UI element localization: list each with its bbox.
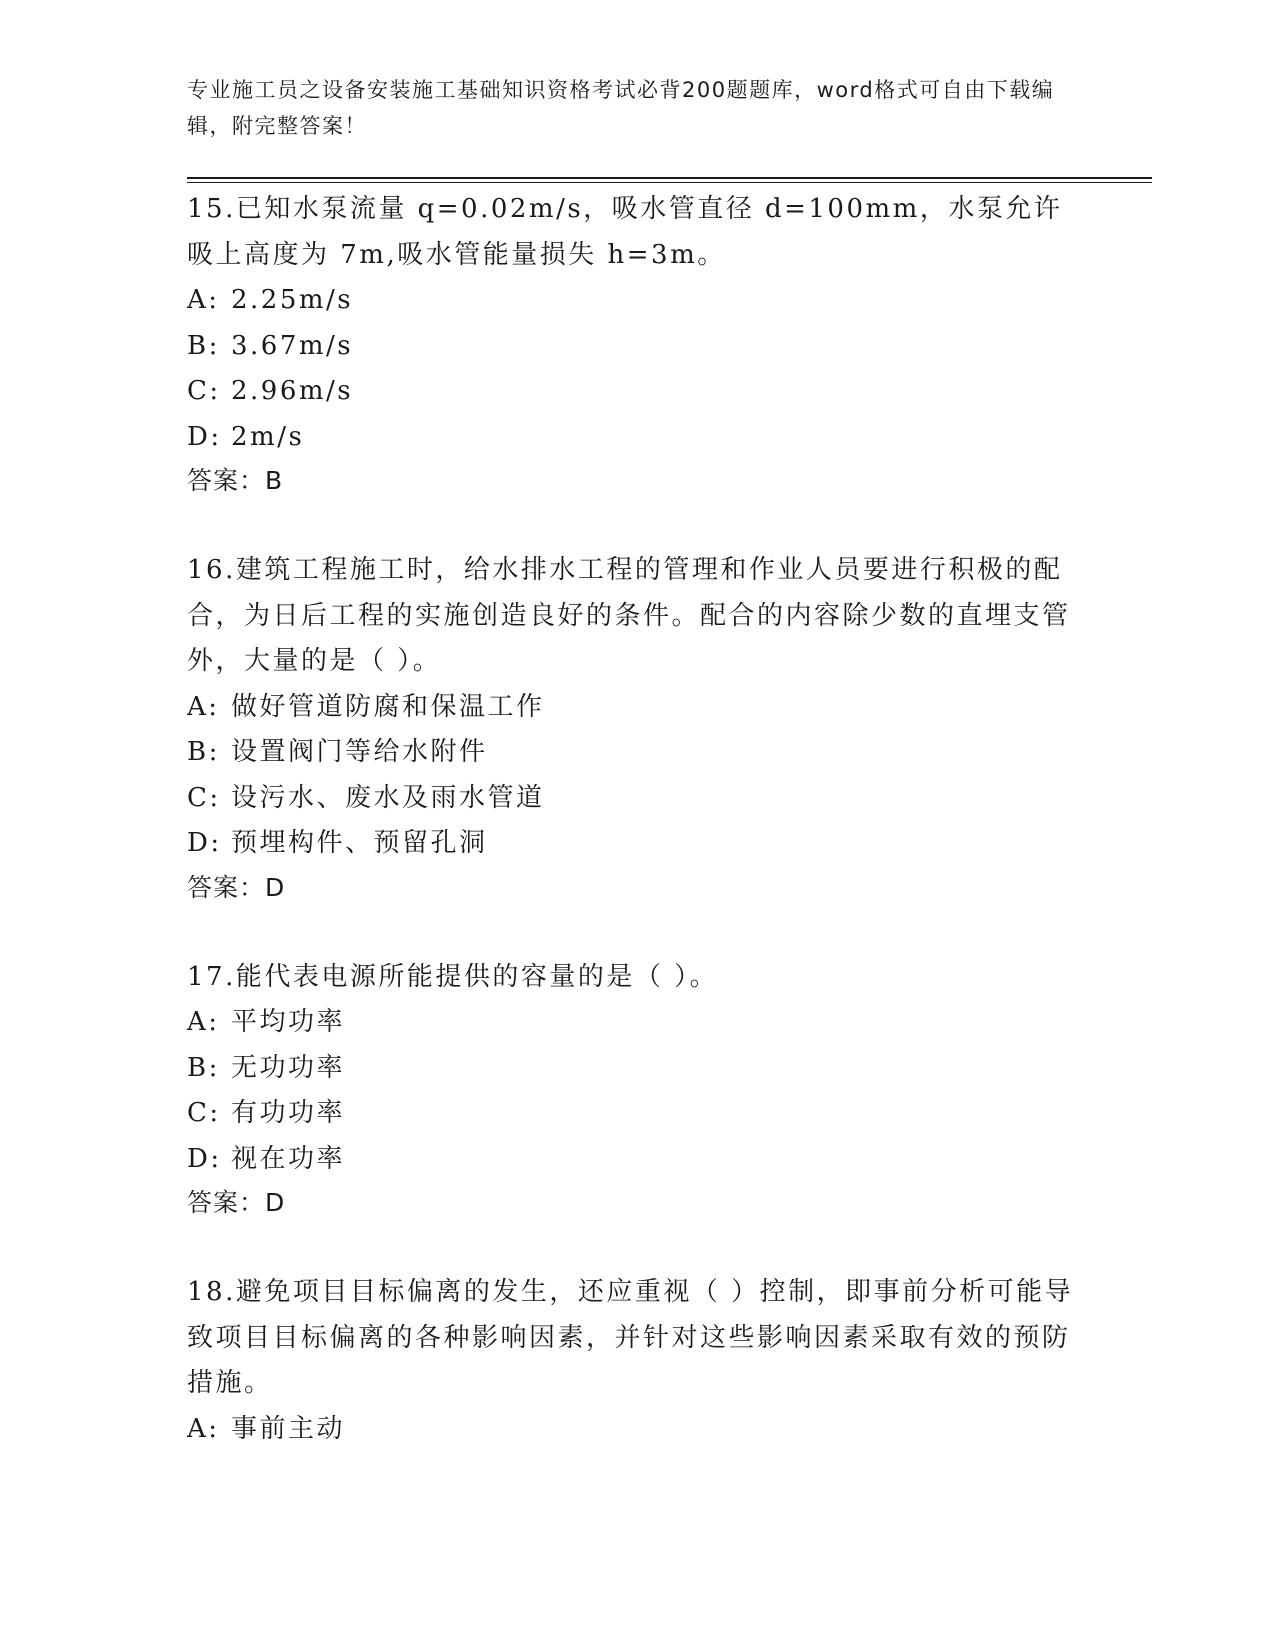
option-key: C: <box>187 376 221 406</box>
option-key: B: <box>187 1052 220 1083</box>
question-16 <box>187 548 1077 909</box>
option-text: 事前主动 <box>231 1413 346 1444</box>
option-a <box>187 1407 1077 1453</box>
option-b <box>187 324 1077 370</box>
option-text: 有功功率 <box>231 1098 346 1128</box>
option-key: C: <box>187 1098 221 1128</box>
option-d <box>187 821 1077 867</box>
question-stem: 16.建筑工程施工时，给水排水工程的管理和作业人员要进行积极的配合，为日后工程的实施创造良好的条件。配合的内容除少数的直埋支管外，大量的是（ ）。 <box>187 555 1071 676</box>
option-a <box>187 278 1077 324</box>
option-key: A: <box>187 1007 220 1037</box>
option-text: 2.25m/s <box>231 285 354 315</box>
question-15 <box>187 187 1077 502</box>
question-stem: 18.避免项目目标偏离的发生，还应重视（ ）控制，即事前分析可能导致项目目标偏离的各种影响因素，并针对这些影响因素采取有效的预防措施。 <box>187 1277 1074 1398</box>
question-17 <box>187 955 1077 1225</box>
option-key: B: <box>187 737 220 767</box>
option-key: A: <box>187 691 220 722</box>
option-text: 2.96m/s <box>231 376 354 406</box>
option-text: 设置阀门等给水附件 <box>231 737 488 767</box>
answer: 答案：D <box>187 1188 286 1217</box>
option-text: 无功功率 <box>231 1052 346 1083</box>
header-divider-thick <box>187 177 1152 179</box>
option-key: D: <box>187 421 222 452</box>
option-text: 设污水、废水及雨水管道 <box>231 782 545 813</box>
option-c <box>187 776 1077 822</box>
option-text: 3.67m/s <box>231 330 354 361</box>
option-key: C: <box>187 782 221 813</box>
question-stem: 15.已知水泵流量 q=0.02m/s，吸水管直径 d=100mm，水泵允许吸上高度为 7m,吸水管能量损失 h=3m。 <box>187 194 1063 270</box>
question-list <box>187 187 1077 1498</box>
option-key: D: <box>187 828 222 858</box>
option-c <box>187 1091 1077 1137</box>
option-b <box>187 1046 1077 1092</box>
answer: 答案：D <box>187 872 286 902</box>
option-key: A: <box>187 1413 220 1444</box>
question-stem: 17.能代表电源所能提供的容量的是（ ）。 <box>187 961 719 992</box>
option-key: D: <box>187 1143 222 1174</box>
option-text: 平均功率 <box>231 1007 346 1037</box>
option-d <box>187 1137 1077 1183</box>
header-divider-thin <box>187 182 1152 183</box>
option-key: B: <box>187 330 220 361</box>
answer: 答案：B <box>187 466 284 495</box>
question-18 <box>187 1270 1077 1452</box>
option-text: 视在功率 <box>231 1143 346 1174</box>
option-text: 预埋构件、预留孔洞 <box>231 828 488 858</box>
option-key: A: <box>187 285 220 315</box>
option-text: 做好管道防腐和保温工作 <box>231 691 545 722</box>
option-b <box>187 730 1077 776</box>
document-header: 专业施工员之设备安装施工基础知识资格考试必背200题题库，word格式可自由下载编辑，附完整答案！ <box>187 78 1055 138</box>
option-a <box>187 685 1077 731</box>
option-d <box>187 415 1077 461</box>
option-a <box>187 1000 1077 1046</box>
option-text: 2m/s <box>231 421 305 452</box>
option-c <box>187 369 1077 415</box>
